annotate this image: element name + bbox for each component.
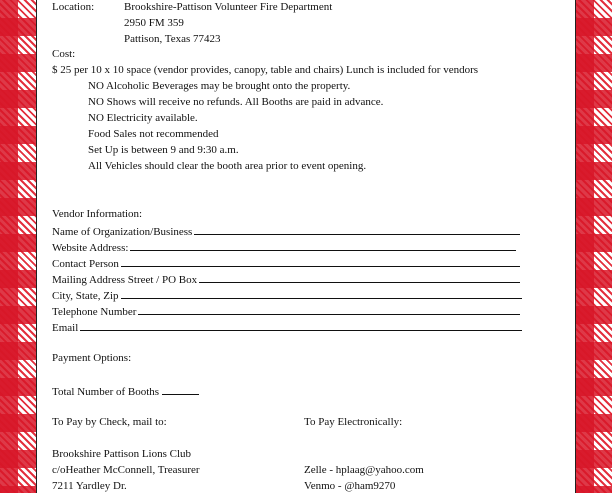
check-payee: Brookshire Pattison Lions Club (52, 448, 192, 460)
email-field[interactable] (52, 319, 522, 337)
rule-vehicles: All Vehicles should clear the booth area prior to event opening. (88, 160, 367, 172)
check-attention: c/oHeather McConnell, Treasurer (52, 464, 200, 476)
rule-no-alcohol: NO Alcoholic Beverages may be brought onto the property. (88, 80, 351, 92)
vendor-info-heading: Vendor Information: (52, 208, 143, 220)
website-label: Website Address: (52, 242, 129, 254)
payment-options-label: Payment Options: (52, 352, 132, 364)
city-state-zip-label: City, State, Zip (52, 290, 119, 302)
organization-blank-line[interactable] (194, 223, 520, 235)
check-street: 7211 Yardley Dr. (52, 480, 127, 492)
cost-label: Cost: (52, 48, 76, 60)
mailing-address-blank-line[interactable] (199, 271, 520, 283)
contact-person-blank-line[interactable] (121, 255, 520, 267)
cost-price-line: $ 25 per 10 x 10 space (vendor provides, canopy, table and chairs) Lunch is included for vendors (52, 64, 479, 76)
venmo-payment: Venmo - @ham9270 (304, 480, 396, 492)
city-state-zip-blank-line[interactable] (121, 287, 522, 299)
email-blank-line[interactable] (80, 319, 522, 331)
mailing-address-label: Mailing Address Street / PO Box (52, 274, 198, 286)
total-booths-label: Total Number of Booths (52, 386, 160, 398)
location-name: Brookshire-Pattison Volunteer Fire Department (124, 1, 333, 13)
website-blank-line[interactable] (130, 239, 516, 251)
contact-person-label: Contact Person (52, 258, 119, 270)
organization-label: Name of Organization/Business (52, 226, 193, 238)
rule-no-refunds: NO Shows will receive no refunds. All Booths are paid in advance. (88, 96, 384, 108)
pay-by-check-label: To Pay by Check, mail to: (52, 416, 167, 428)
rule-no-electricity: NO Electricity available. (88, 112, 198, 124)
telephone-label: Telephone Number (52, 306, 137, 318)
pay-electronically-label: To Pay Electronically: (304, 416, 403, 428)
rule-food-sales: Food Sales not recommended (88, 128, 219, 140)
telephone-blank-line[interactable] (138, 303, 520, 315)
total-booths-blank-line[interactable] (162, 383, 199, 395)
location-street: 2950 FM 359 (124, 17, 184, 29)
gingham-border-right (575, 0, 612, 493)
total-booths-field[interactable] (52, 383, 199, 401)
zelle-payment: Zelle - hplaag@yahoo.com (304, 464, 424, 476)
email-label: Email (52, 322, 79, 334)
rule-setup-time: Set Up is between 9 and 9:30 a.m. (88, 144, 239, 156)
location-label: Location: (52, 1, 95, 13)
location-city: Pattison, Texas 77423 (124, 33, 221, 45)
gingham-border-left (0, 0, 37, 493)
